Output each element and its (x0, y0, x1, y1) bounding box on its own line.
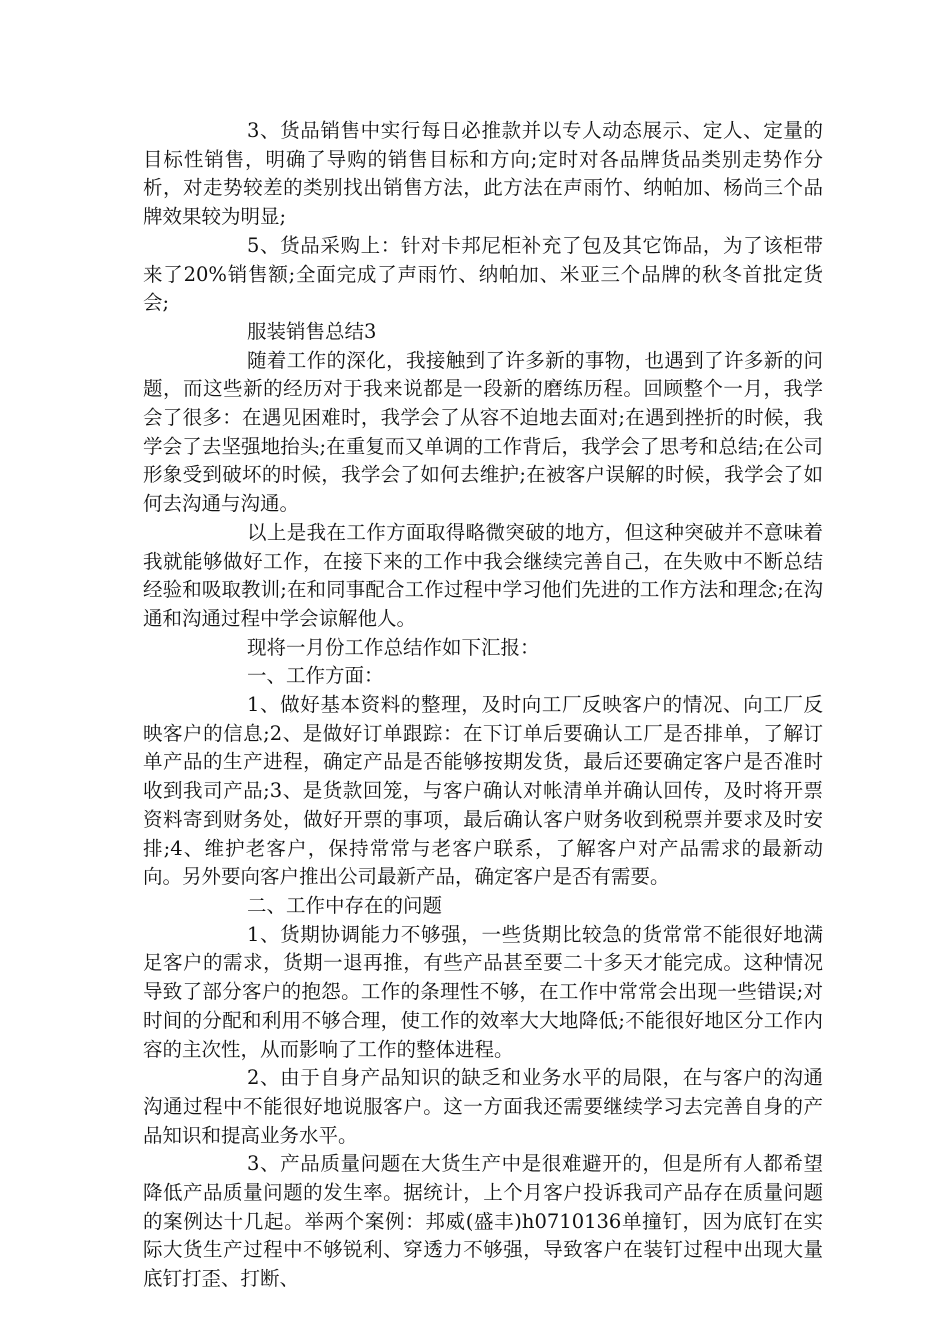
paragraph-purchasing: 5、货品采购上：针对卡邦尼柜补充了包及其它饰品，为了该柜带来了20%销售额;全面完成了声雨竹、纳帕加、米亚三个品牌的秋冬首批定货会; (143, 233, 823, 315)
document-body (143, 117, 823, 1294)
section-heading-summary-3: 服装销售总结3 (247, 319, 377, 343)
paragraph-problem-1: 1、货期协调能力不够强，一些货期比较急的货常常不能很好地满足客户的需求，货期一退再推，有些产品甚至要二十多天才能完成。这种情况导致了部分客户的抱怨。工作的条理性不够，在工作中常常会出现一些错误;对时间的分配和利用不够合理，使工作的效率大大地降低;不能很好地区分工作内容的主次性，从而影响了工作的整体进程。 (143, 922, 823, 1061)
paragraph-breakthrough: 以上是我在工作方面取得略微突破的地方，但这种突破并不意味着我就能够做好工作，在接下来的工作中我会继续完善自己，在失败中不断总结经验和吸取教训;在和同事配合工作过程中学习他们先进的工作方法和理念;在沟通和沟通过程中学会谅解他人。 (143, 520, 823, 630)
section-heading-problems: 二、工作中存在的问题 (247, 893, 443, 917)
report-intro: 现将一月份工作总结作如下汇报： (247, 635, 540, 659)
paragraph-problem-3: 3、产品质量问题在大货生产中是很难避开的，但是所有人都希望降低产品质量问题的发生率。据统计，上个月客户投诉我司产品存在质量问题的案例达十几起。举两个案例：邦威(盛丰)h0710136单撞钉，因为底钉在实际大货生产过程中不够锐利、穿透力不够强，导致客户在装钉过程中出现大量底钉打歪、打断、 (143, 1152, 823, 1291)
paragraph-sales-trend: 3、货品销售中实行每日必推款并以专人动态展示、定人、定量的目标性销售，明确了导购的销售目标和方向;定时对各品牌货品类别走势作分析，对走势较差的类别找出销售方法，此方法在声雨竹、纳帕加、杨尚三个品牌效果较为明显; (143, 119, 823, 229)
paragraph-work-reflection: 随着工作的深化，我接触到了许多新的事物，也遇到了许多新的问题，而这些新的经历对于我来说都是一段新的磨练历程。回顾整个一月，我学会了很多：在遇见困难时，我学会了从容不迫地去面对;在遇到挫折的时候，我学会了去坚强地抬头;在重复而又单调的工作背后，我学会了思考和总结;在公司形象受到破坏的时候，我学会了如何去维护;在被客户误解的时候，我学会了如何去沟通与沟通。 (143, 348, 823, 516)
section-heading-work-aspects: 一、工作方面： (247, 664, 384, 688)
paragraph-problem-2: 2、由于自身产品知识的缺乏和业务水平的局限，在与客户的沟通沟通过程中不能很好地说服客户。这一方面我还需要继续学习去完善自身的产品知识和提高业务水平。 (143, 1066, 823, 1147)
paragraph-work-items: 1、做好基本资料的整理，及时向工厂反映客户的情况、向工厂反映客户的信息;2、是做好订单跟踪：在下订单后要确认工厂是否排单，了解订单产品的生产进程，确定产品是否能够按期发货，最后还要确定客户是否准时收到我司产品;3、是货款回笼，与客户确认对帐清单并确认回传，及时将开票资料寄到财务处，做好开票的事项，最后确认客户财务收到税票并要求及时安排;4、维护老客户，保持常常与老客户联系，了解客户对产品需求的最新动向。另外要向客户推出公司最新产品，确定客户是否有需要。 (143, 693, 823, 889)
